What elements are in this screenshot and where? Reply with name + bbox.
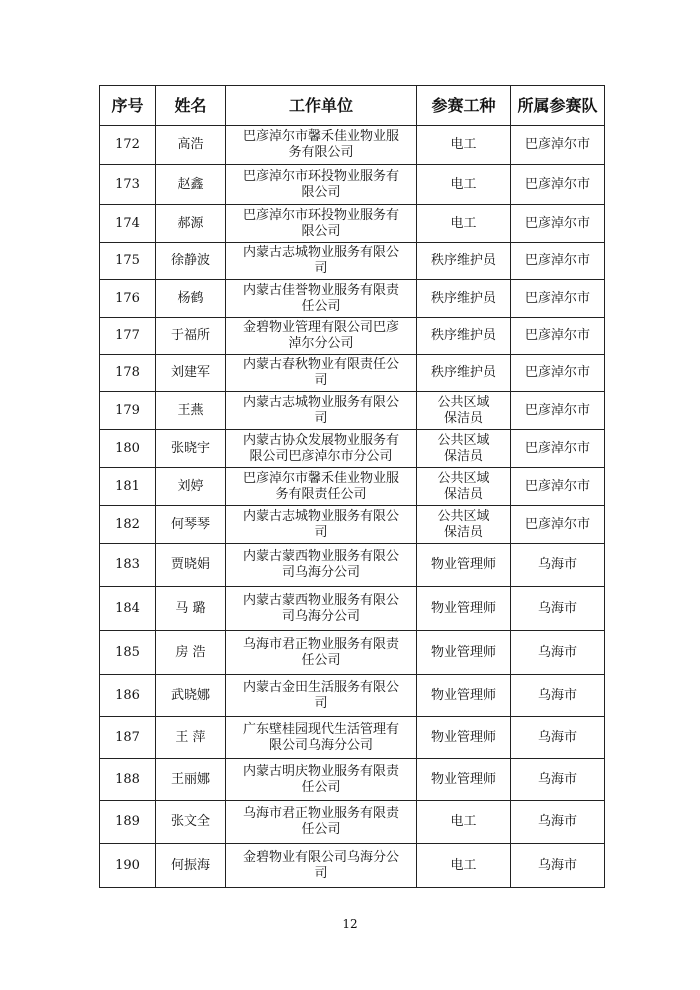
cell-index: 185 (100, 631, 156, 675)
table-row (100, 717, 605, 759)
work-unit-line: 司 (314, 524, 328, 540)
trade-line: 保洁员 (443, 524, 483, 540)
cell-trade (417, 126, 511, 165)
cell-trade (417, 801, 511, 844)
trade-line: 秩序维护员 (430, 365, 496, 380)
table-row (100, 430, 605, 468)
work-unit-line: 务有限责任公司 (275, 486, 367, 502)
cell-index: 183 (100, 544, 156, 587)
work-unit-line: 任公司 (301, 779, 341, 795)
header-trade: 参赛工种 (417, 86, 511, 126)
trade-line: 保洁员 (443, 410, 483, 426)
cell-name: 于福所 (156, 318, 226, 355)
work-unit-line: 内蒙古佳誉物业服务有限责 (242, 282, 399, 298)
cell-team: 乌海市 (511, 801, 605, 844)
cell-index: 176 (100, 280, 156, 318)
header-work-unit: 工作单位 (226, 86, 417, 126)
trade-line: 物业管理师 (430, 771, 496, 787)
trade-line: 公共区域 (437, 470, 490, 486)
cell-team: 乌海市 (511, 717, 605, 759)
cell-team: 巴彦淖尔市 (511, 165, 605, 205)
trade-line: 物业管理师 (430, 557, 496, 572)
table-row (100, 631, 605, 675)
work-unit-line: 任公司 (301, 822, 341, 837)
cell-work-unit (226, 243, 417, 280)
table-row (100, 544, 605, 587)
cell-index: 172 (100, 126, 156, 165)
cell-trade (417, 165, 511, 205)
trade-line: 物业管理师 (430, 600, 496, 616)
table-row (100, 355, 605, 392)
cell-name: 贾晓娟 (156, 544, 226, 587)
cell-trade (417, 675, 511, 717)
cell-trade (417, 506, 511, 544)
trade-line: 公共区域 (437, 508, 490, 524)
table-row (100, 165, 605, 205)
cell-name: 王丽娜 (156, 759, 226, 801)
cell-work-unit (226, 165, 417, 205)
trade-line: 秩序维护员 (430, 328, 496, 343)
work-unit-line: 乌海市君正物业服务有限责 (242, 636, 399, 652)
work-unit-line: 限公司 (301, 223, 341, 239)
trade-line: 公共区域 (437, 394, 490, 410)
cell-index: 175 (100, 243, 156, 280)
work-unit-line: 任公司 (301, 652, 341, 668)
header-name: 姓名 (156, 86, 226, 126)
table-row (100, 392, 605, 430)
cell-work-unit (226, 506, 417, 544)
cell-work-unit (226, 675, 417, 717)
cell-work-unit (226, 801, 417, 844)
work-unit-line: 乌海市君正物业服务有限责 (242, 806, 399, 821)
cell-work-unit (226, 631, 417, 675)
work-unit-line: 内蒙古协众发展物业服务有 (242, 432, 399, 448)
cell-index: 186 (100, 675, 156, 717)
work-unit-line: 巴彦淖尔市馨禾佳业物业服 (242, 129, 399, 144)
cell-team: 巴彦淖尔市 (511, 392, 605, 430)
cell-team: 巴彦淖尔市 (511, 243, 605, 280)
trade-line: 物业管理师 (430, 729, 496, 745)
cell-work-unit (226, 280, 417, 318)
cell-team: 巴彦淖尔市 (511, 126, 605, 165)
cell-work-unit (226, 717, 417, 759)
cell-index: 179 (100, 392, 156, 430)
cell-work-unit (226, 205, 417, 243)
cell-work-unit (226, 318, 417, 355)
cell-name: 房 浩 (156, 631, 226, 675)
cell-work-unit (226, 430, 417, 468)
table-row (100, 243, 605, 280)
header-row (100, 86, 605, 126)
trade-line: 秩序维护员 (430, 290, 496, 306)
work-unit-line: 内蒙古志城物业服务有限公 (242, 508, 399, 524)
roster-body (100, 126, 605, 888)
cell-team: 乌海市 (511, 759, 605, 801)
cell-trade (417, 243, 511, 280)
work-unit-line: 司乌海分公司 (281, 608, 360, 624)
cell-work-unit (226, 355, 417, 392)
cell-index: 190 (100, 844, 156, 888)
work-unit-line: 巴彦淖尔市环投物业服务有 (242, 207, 399, 223)
cell-trade (417, 544, 511, 587)
cell-name: 武晓娜 (156, 675, 226, 717)
page-number: 12 (342, 917, 358, 931)
cell-name: 杨鹤 (156, 280, 226, 318)
work-unit-line: 内蒙古志城物业服务有限公 (242, 245, 399, 260)
cell-trade (417, 392, 511, 430)
trade-line: 保洁员 (443, 448, 483, 464)
cell-index: 184 (100, 587, 156, 631)
trade-line: 物业管理师 (430, 687, 496, 703)
work-unit-line: 淖尔分公司 (288, 336, 354, 351)
cell-index: 189 (100, 801, 156, 844)
table-row (100, 675, 605, 717)
work-unit-line: 内蒙古金田生活服务有限公 (242, 679, 399, 695)
trade-line: 电工 (450, 176, 477, 192)
cell-team: 巴彦淖尔市 (511, 205, 605, 243)
cell-index: 181 (100, 468, 156, 506)
table-row (100, 280, 605, 318)
work-unit-line: 限公司乌海分公司 (268, 737, 373, 753)
cell-index: 180 (100, 430, 156, 468)
work-unit-line: 金碧物业有限公司乌海分公 (242, 849, 399, 865)
cell-name: 赵鑫 (156, 165, 226, 205)
cell-trade (417, 318, 511, 355)
cell-name: 高浩 (156, 126, 226, 165)
cell-index: 178 (100, 355, 156, 392)
cell-trade (417, 759, 511, 801)
cell-trade (417, 844, 511, 888)
cell-name: 张文全 (156, 801, 226, 844)
cell-trade (417, 430, 511, 468)
cell-name: 徐静波 (156, 243, 226, 280)
cell-team: 乌海市 (511, 844, 605, 888)
cell-team: 乌海市 (511, 544, 605, 587)
cell-name: 何琴琴 (156, 506, 226, 544)
roster-table (99, 85, 605, 888)
work-unit-line: 巴彦淖尔市馨禾佳业物业服 (242, 470, 399, 486)
cell-trade (417, 468, 511, 506)
work-unit-line: 金碧物业管理有限公司巴彦 (242, 320, 399, 335)
work-unit-line: 司乌海分公司 (281, 565, 360, 580)
table-row (100, 506, 605, 544)
table-row (100, 126, 605, 165)
cell-work-unit (226, 844, 417, 888)
cell-name: 王燕 (156, 392, 226, 430)
work-unit-line: 巴彦淖尔市环投物业服务有 (242, 168, 399, 184)
cell-team: 乌海市 (511, 631, 605, 675)
cell-index: 188 (100, 759, 156, 801)
trade-line: 物业管理师 (430, 644, 496, 660)
table-row (100, 318, 605, 355)
work-unit-line: 限公司巴彦淖尔市分公司 (249, 448, 393, 464)
table-row (100, 468, 605, 506)
work-unit-line: 内蒙古蒙西物业服务有限公 (242, 549, 399, 564)
header-index: 序号 (100, 86, 156, 126)
cell-work-unit (226, 759, 417, 801)
table-row (100, 205, 605, 243)
trade-line: 公共区域 (437, 432, 490, 448)
cell-team: 巴彦淖尔市 (511, 468, 605, 506)
work-unit-line: 司 (314, 410, 328, 426)
work-unit-line: 司 (314, 261, 328, 276)
work-unit-line: 内蒙古明庆物业服务有限责 (242, 763, 399, 779)
table-row (100, 587, 605, 631)
table-row (100, 844, 605, 888)
cell-trade (417, 631, 511, 675)
cell-name: 刘婷 (156, 468, 226, 506)
cell-team: 巴彦淖尔市 (511, 506, 605, 544)
cell-work-unit (226, 587, 417, 631)
work-unit-line: 司 (314, 865, 328, 881)
cell-work-unit (226, 126, 417, 165)
table-row (100, 801, 605, 844)
header-team: 所属参赛队 (511, 86, 605, 126)
cell-trade (417, 280, 511, 318)
work-unit-line: 司 (314, 373, 328, 388)
work-unit-line: 任公司 (301, 298, 341, 314)
cell-index: 187 (100, 717, 156, 759)
cell-name: 郝源 (156, 205, 226, 243)
cell-trade (417, 587, 511, 631)
cell-team: 乌海市 (511, 587, 605, 631)
cell-name: 王 萍 (156, 717, 226, 759)
cell-index: 173 (100, 165, 156, 205)
work-unit-line: 限公司 (301, 184, 341, 200)
cell-name: 张晓宇 (156, 430, 226, 468)
trade-line: 保洁员 (443, 486, 483, 502)
work-unit-line: 司 (314, 695, 328, 711)
cell-work-unit (226, 392, 417, 430)
work-unit-line: 广东壁桂园现代生活管理有 (242, 721, 399, 737)
trade-line: 电工 (450, 814, 477, 829)
work-unit-line: 内蒙古春秋物业有限责任公 (242, 357, 399, 372)
cell-team: 乌海市 (511, 675, 605, 717)
cell-index: 174 (100, 205, 156, 243)
trade-line: 秩序维护员 (430, 253, 496, 268)
trade-line: 电工 (450, 137, 477, 152)
cell-index: 177 (100, 318, 156, 355)
cell-name: 刘建军 (156, 355, 226, 392)
cell-trade (417, 717, 511, 759)
trade-line: 电工 (450, 215, 477, 231)
work-unit-line: 内蒙古志城物业服务有限公 (242, 394, 399, 410)
work-unit-line: 内蒙古蒙西物业服务有限公 (242, 592, 399, 608)
cell-index: 182 (100, 506, 156, 544)
cell-team: 巴彦淖尔市 (511, 355, 605, 392)
cell-team: 巴彦淖尔市 (511, 280, 605, 318)
trade-line: 电工 (450, 857, 477, 873)
cell-name: 何振海 (156, 844, 226, 888)
cell-trade (417, 205, 511, 243)
table-row (100, 759, 605, 801)
cell-work-unit (226, 544, 417, 587)
cell-team: 巴彦淖尔市 (511, 430, 605, 468)
cell-name: 马 璐 (156, 587, 226, 631)
cell-team: 巴彦淖尔市 (511, 318, 605, 355)
cell-work-unit (226, 468, 417, 506)
work-unit-line: 务有限公司 (288, 145, 354, 160)
cell-trade (417, 355, 511, 392)
